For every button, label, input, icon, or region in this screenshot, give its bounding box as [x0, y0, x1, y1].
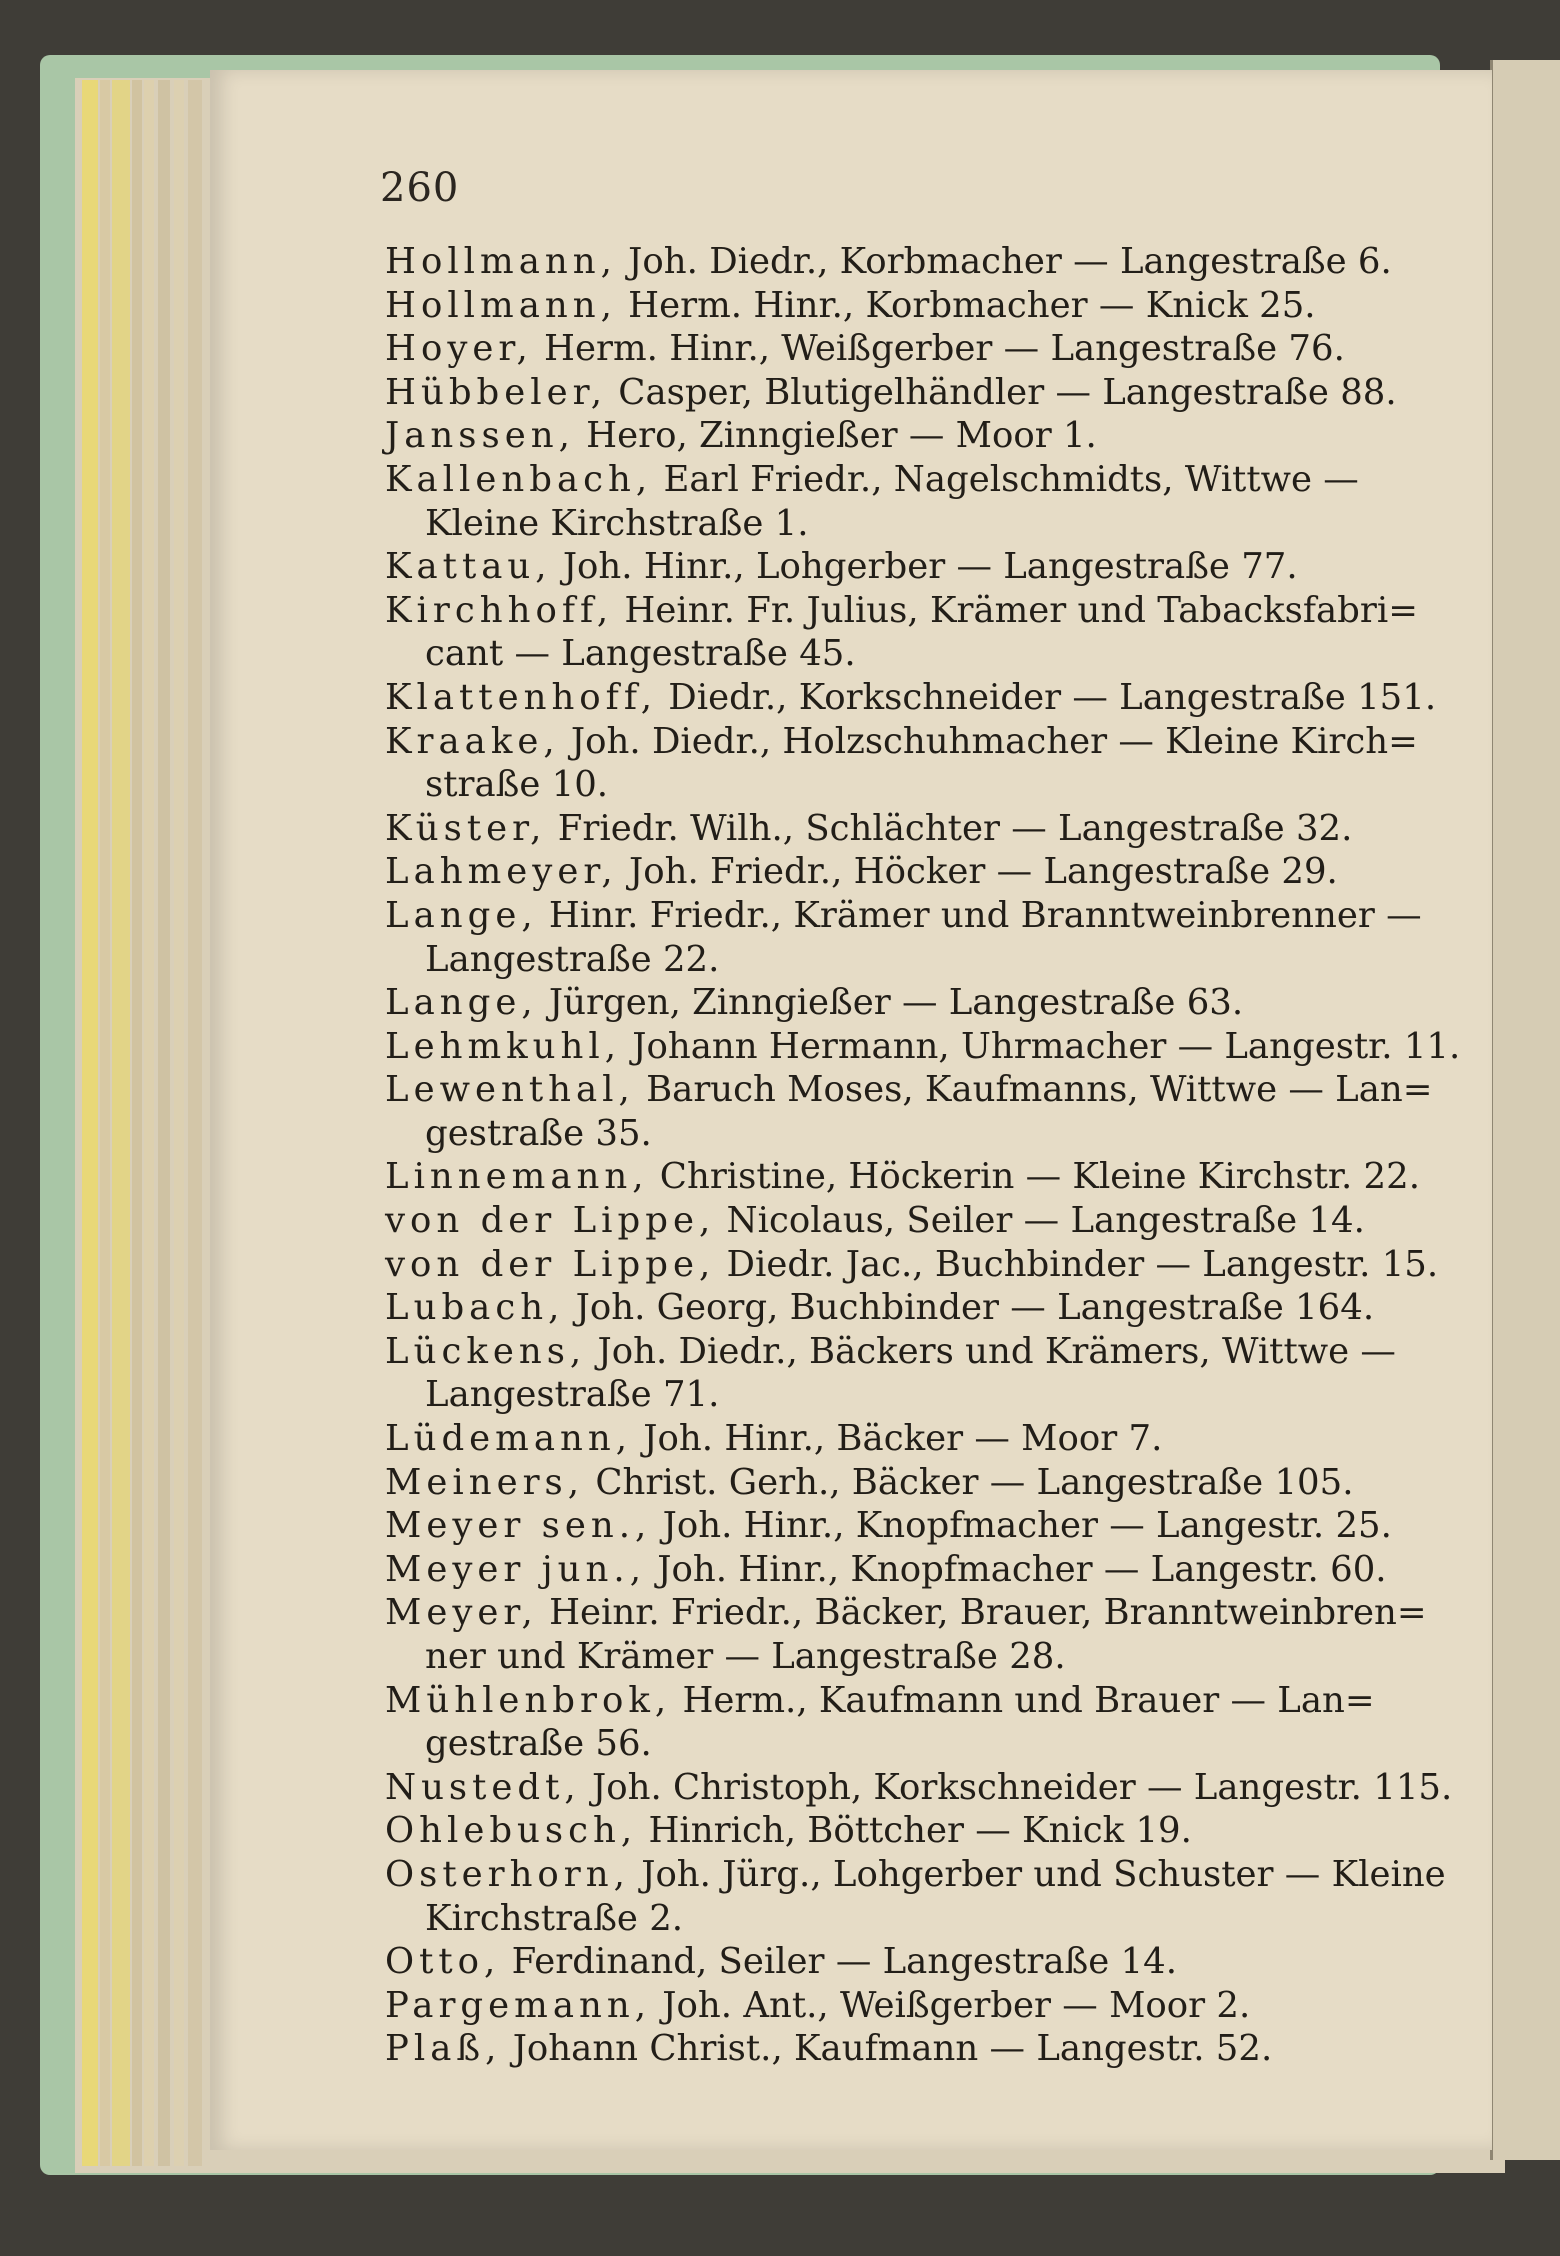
- directory-entry: [385, 1199, 1420, 1243]
- directory-entry: [385, 1504, 1420, 1548]
- page-number: 260: [380, 165, 460, 211]
- entry-details: Joh. Jürg., Lohgerber und Schuster — Kleine: [629, 1853, 1446, 1895]
- entry-details: Friedr. Wilh., Schlächter — Langestraße 32.: [546, 807, 1353, 849]
- directory-entry: [385, 240, 1420, 284]
- directory-entry: [385, 1766, 1453, 1810]
- directory-entry: [385, 1853, 1446, 1897]
- directory-entry-continuation: [385, 1635, 1420, 1679]
- directory-entry-continuation: [385, 1373, 1420, 1417]
- directory-entry: [385, 1068, 1433, 1112]
- entry-surname: Meyer,: [385, 1592, 538, 1634]
- entry-details: Joh. Ant., Weißgerber — Moor 2.: [651, 1984, 1251, 2026]
- directory-entry: [385, 1809, 1420, 1853]
- entry-surname: Kirchhoff,: [385, 589, 614, 631]
- entry-surname: Janssen,: [385, 415, 575, 457]
- entry-surname: Kattau,: [385, 546, 552, 588]
- entry-details: Herm. Hinr., Korbmacher — Knick 25.: [616, 284, 1316, 326]
- entry-surname: Pargemann,: [385, 1984, 651, 2026]
- entry-surname: Klattenhoff,: [385, 676, 657, 718]
- directory-entry: [385, 1461, 1420, 1505]
- entry-surname: Lubach,: [385, 1287, 565, 1329]
- entry-details: Hinrich, Böttcher — Knick 19.: [637, 1810, 1192, 1852]
- entry-surname: Lehmkuhl,: [385, 1025, 621, 1067]
- entry-surname: Plaß,: [385, 2028, 502, 2070]
- entry-details: Herm. Hinr., Weißgerber — Langestraße 76.: [532, 328, 1345, 370]
- entry-details: Baruch Moses, Kaufmanns, Wittwe — Lan=: [634, 1069, 1433, 1111]
- entry-details: Johann Hermann, Uhrmacher — Langestr. 11.: [621, 1025, 1461, 1067]
- directory-entry: [385, 1591, 1427, 1635]
- entry-surname: Meyer sen.,: [385, 1505, 652, 1547]
- entry-surname: Ohlebusch,: [385, 1810, 638, 1852]
- directory-entry-continuation: [385, 763, 1420, 807]
- directory-entry-continuation: [385, 1897, 1420, 1941]
- entry-details: Joh. Diedr., Bäckers und Krämers, Wittwe —: [586, 1330, 1396, 1372]
- entry-details: Hinr. Friedr., Krämer und Branntweinbrenner —: [537, 894, 1422, 936]
- entry-surname: Lewenthal,: [385, 1069, 635, 1111]
- directory-entry: [385, 720, 1420, 764]
- entry-details: Herm., Kaufmann und Brauer — Lan=: [671, 1679, 1375, 1721]
- entry-details: Joh. Friedr., Höcker — Langestraße 29.: [617, 851, 1338, 893]
- entry-details: Joh. Hinr., Knopfmacher — Langestr. 60.: [645, 1548, 1387, 1590]
- entry-surname: Lange,: [385, 982, 538, 1024]
- directory-entry: [385, 1155, 1420, 1199]
- entry-surname: Hoyer,: [385, 328, 533, 370]
- entry-details: Joh. Georg, Buchbinder — Langestraße 164.: [564, 1287, 1375, 1329]
- entry-surname: von der Lippe,: [385, 1243, 716, 1285]
- entry-details: Earl Friedr., Nagelschmidts, Wittwe —: [652, 458, 1359, 500]
- entry-surname: Hollmann,: [385, 284, 617, 326]
- directory-entry: [385, 1286, 1420, 1330]
- directory-entry: [385, 807, 1420, 851]
- entry-details: Ferdinand, Seiler — Langestraße 14.: [500, 1941, 1178, 1983]
- directory-entry-continuation: [385, 938, 1420, 982]
- directory-entry: [385, 850, 1420, 894]
- directory-entry: [385, 1548, 1420, 1592]
- entry-details: Heinr. Fr. Julius, Krämer und Tabacksfabri=: [613, 589, 1418, 631]
- entry-details: gestraße 35.: [425, 1112, 652, 1154]
- entry-details: Joh. Christoph, Korkschneider — Langestr. 115.: [580, 1766, 1453, 1808]
- entry-surname: Hübbeler,: [385, 371, 607, 413]
- entry-surname: Meyer jun.,: [385, 1548, 646, 1590]
- page-edge: [174, 80, 184, 2166]
- entry-surname: Lahmeyer,: [385, 851, 618, 893]
- entry-details: Kleine Kirchstraße 1.: [425, 502, 809, 544]
- entry-surname: Lange,: [385, 894, 538, 936]
- entry-surname: Otto,: [385, 1941, 501, 1983]
- directory-entry: [385, 458, 1420, 502]
- entry-details: Hero, Zinngießer — Moor 1.: [574, 415, 1097, 457]
- entry-details: Joh. Diedr., Korbmacher — Langestraße 6.: [616, 241, 1392, 282]
- directory-entry-continuation: [385, 1112, 1420, 1156]
- directory-entry-continuation: [385, 502, 1420, 546]
- directory-entries: [385, 240, 1461, 2071]
- entry-surname: Meiners,: [385, 1461, 585, 1503]
- directory-entry-continuation: [385, 632, 1420, 676]
- directory-entry: [385, 1243, 1439, 1287]
- entry-details: Johann Christ., Kaufmann — Langestr. 52.: [501, 2028, 1273, 2070]
- directory-entry: [385, 284, 1420, 328]
- entry-details: Diedr., Korkschneider — Langestraße 151.: [656, 676, 1437, 718]
- entry-surname: Nustedt,: [385, 1766, 581, 1808]
- entry-details: ner und Krämer — Langestraße 28.: [425, 1636, 1066, 1677]
- entry-details: Christine, Höckerin — Kleine Kirchstr. 22.: [648, 1156, 1420, 1198]
- page-edge: [100, 80, 110, 2166]
- page-edge: [82, 80, 98, 2166]
- page-edge: [144, 80, 154, 2166]
- entry-details: cant — Langestraße 45.: [425, 633, 856, 675]
- entry-details: Joh. Hinr., Lohgerber — Langestraße 77.: [551, 546, 1298, 588]
- page-edge: [112, 80, 130, 2166]
- directory-entry: [385, 1940, 1420, 1984]
- entry-surname: Kallenbach,: [385, 458, 653, 500]
- directory-entry: [385, 981, 1420, 1025]
- directory-entry: [385, 894, 1420, 938]
- entry-surname: Lückens,: [385, 1330, 587, 1372]
- entry-details: Joh. Hinr., Knopfmacher — Langestr. 25.: [651, 1505, 1392, 1547]
- directory-entry: [385, 589, 1420, 633]
- entry-details: Langestraße 22.: [425, 938, 720, 980]
- directory-entry: [385, 676, 1437, 720]
- directory-entry: [385, 327, 1420, 371]
- directory-entry: [385, 1679, 1420, 1723]
- directory-entry: [385, 1984, 1420, 2028]
- directory-entry: [385, 2027, 1420, 2071]
- entry-details: straße 10.: [425, 764, 609, 806]
- entry-surname: Linnemann,: [385, 1156, 649, 1198]
- entry-details: Diedr. Jac., Buchbinder — Langestr. 15.: [715, 1243, 1439, 1285]
- entry-details: Casper, Blutigelhändler — Langestraße 88.: [607, 371, 1397, 413]
- entry-details: Heinr. Friedr., Bäcker, Brauer, Branntweinbren=: [537, 1592, 1427, 1634]
- directory-entry: [385, 371, 1420, 415]
- entry-surname: Osterhorn,: [385, 1853, 630, 1895]
- page-edge: [158, 80, 170, 2166]
- directory-entry: [385, 1417, 1420, 1461]
- entry-details: Joh. Hinr., Bäcker — Moor 7.: [632, 1418, 1163, 1460]
- opposite-page-edge: [1490, 60, 1560, 2160]
- directory-entry: [385, 1025, 1461, 1069]
- entry-surname: Küster,: [385, 807, 547, 849]
- entry-surname: Kraake,: [385, 720, 560, 762]
- directory-entry: [385, 1330, 1420, 1374]
- directory-entry: [385, 414, 1420, 458]
- entry-details: Jürgen, Zinngießer — Langestraße 63.: [537, 982, 1244, 1024]
- page-edge: [132, 80, 142, 2166]
- entry-surname: Lüdemann,: [385, 1418, 633, 1460]
- page-edge: [188, 80, 202, 2166]
- entry-details: Kirchstraße 2.: [425, 1897, 684, 1939]
- entry-details: Christ. Gerh., Bäcker — Langestraße 105.: [584, 1461, 1354, 1503]
- entry-details: gestraße 56.: [425, 1723, 652, 1765]
- entry-surname: Hollmann,: [385, 241, 617, 282]
- entry-details: Langestraße 71.: [425, 1374, 720, 1416]
- entry-surname: Mühlenbrok,: [385, 1679, 672, 1721]
- directory-entry-continuation: [385, 1722, 1420, 1766]
- entry-details: Nicolaus, Seiler — Langestraße 14.: [715, 1200, 1365, 1242]
- entry-surname: von der Lippe,: [385, 1200, 716, 1242]
- entry-details: Joh. Diedr., Holzschuhmacher — Kleine Kirch=: [559, 720, 1418, 762]
- directory-entry: [385, 545, 1420, 589]
